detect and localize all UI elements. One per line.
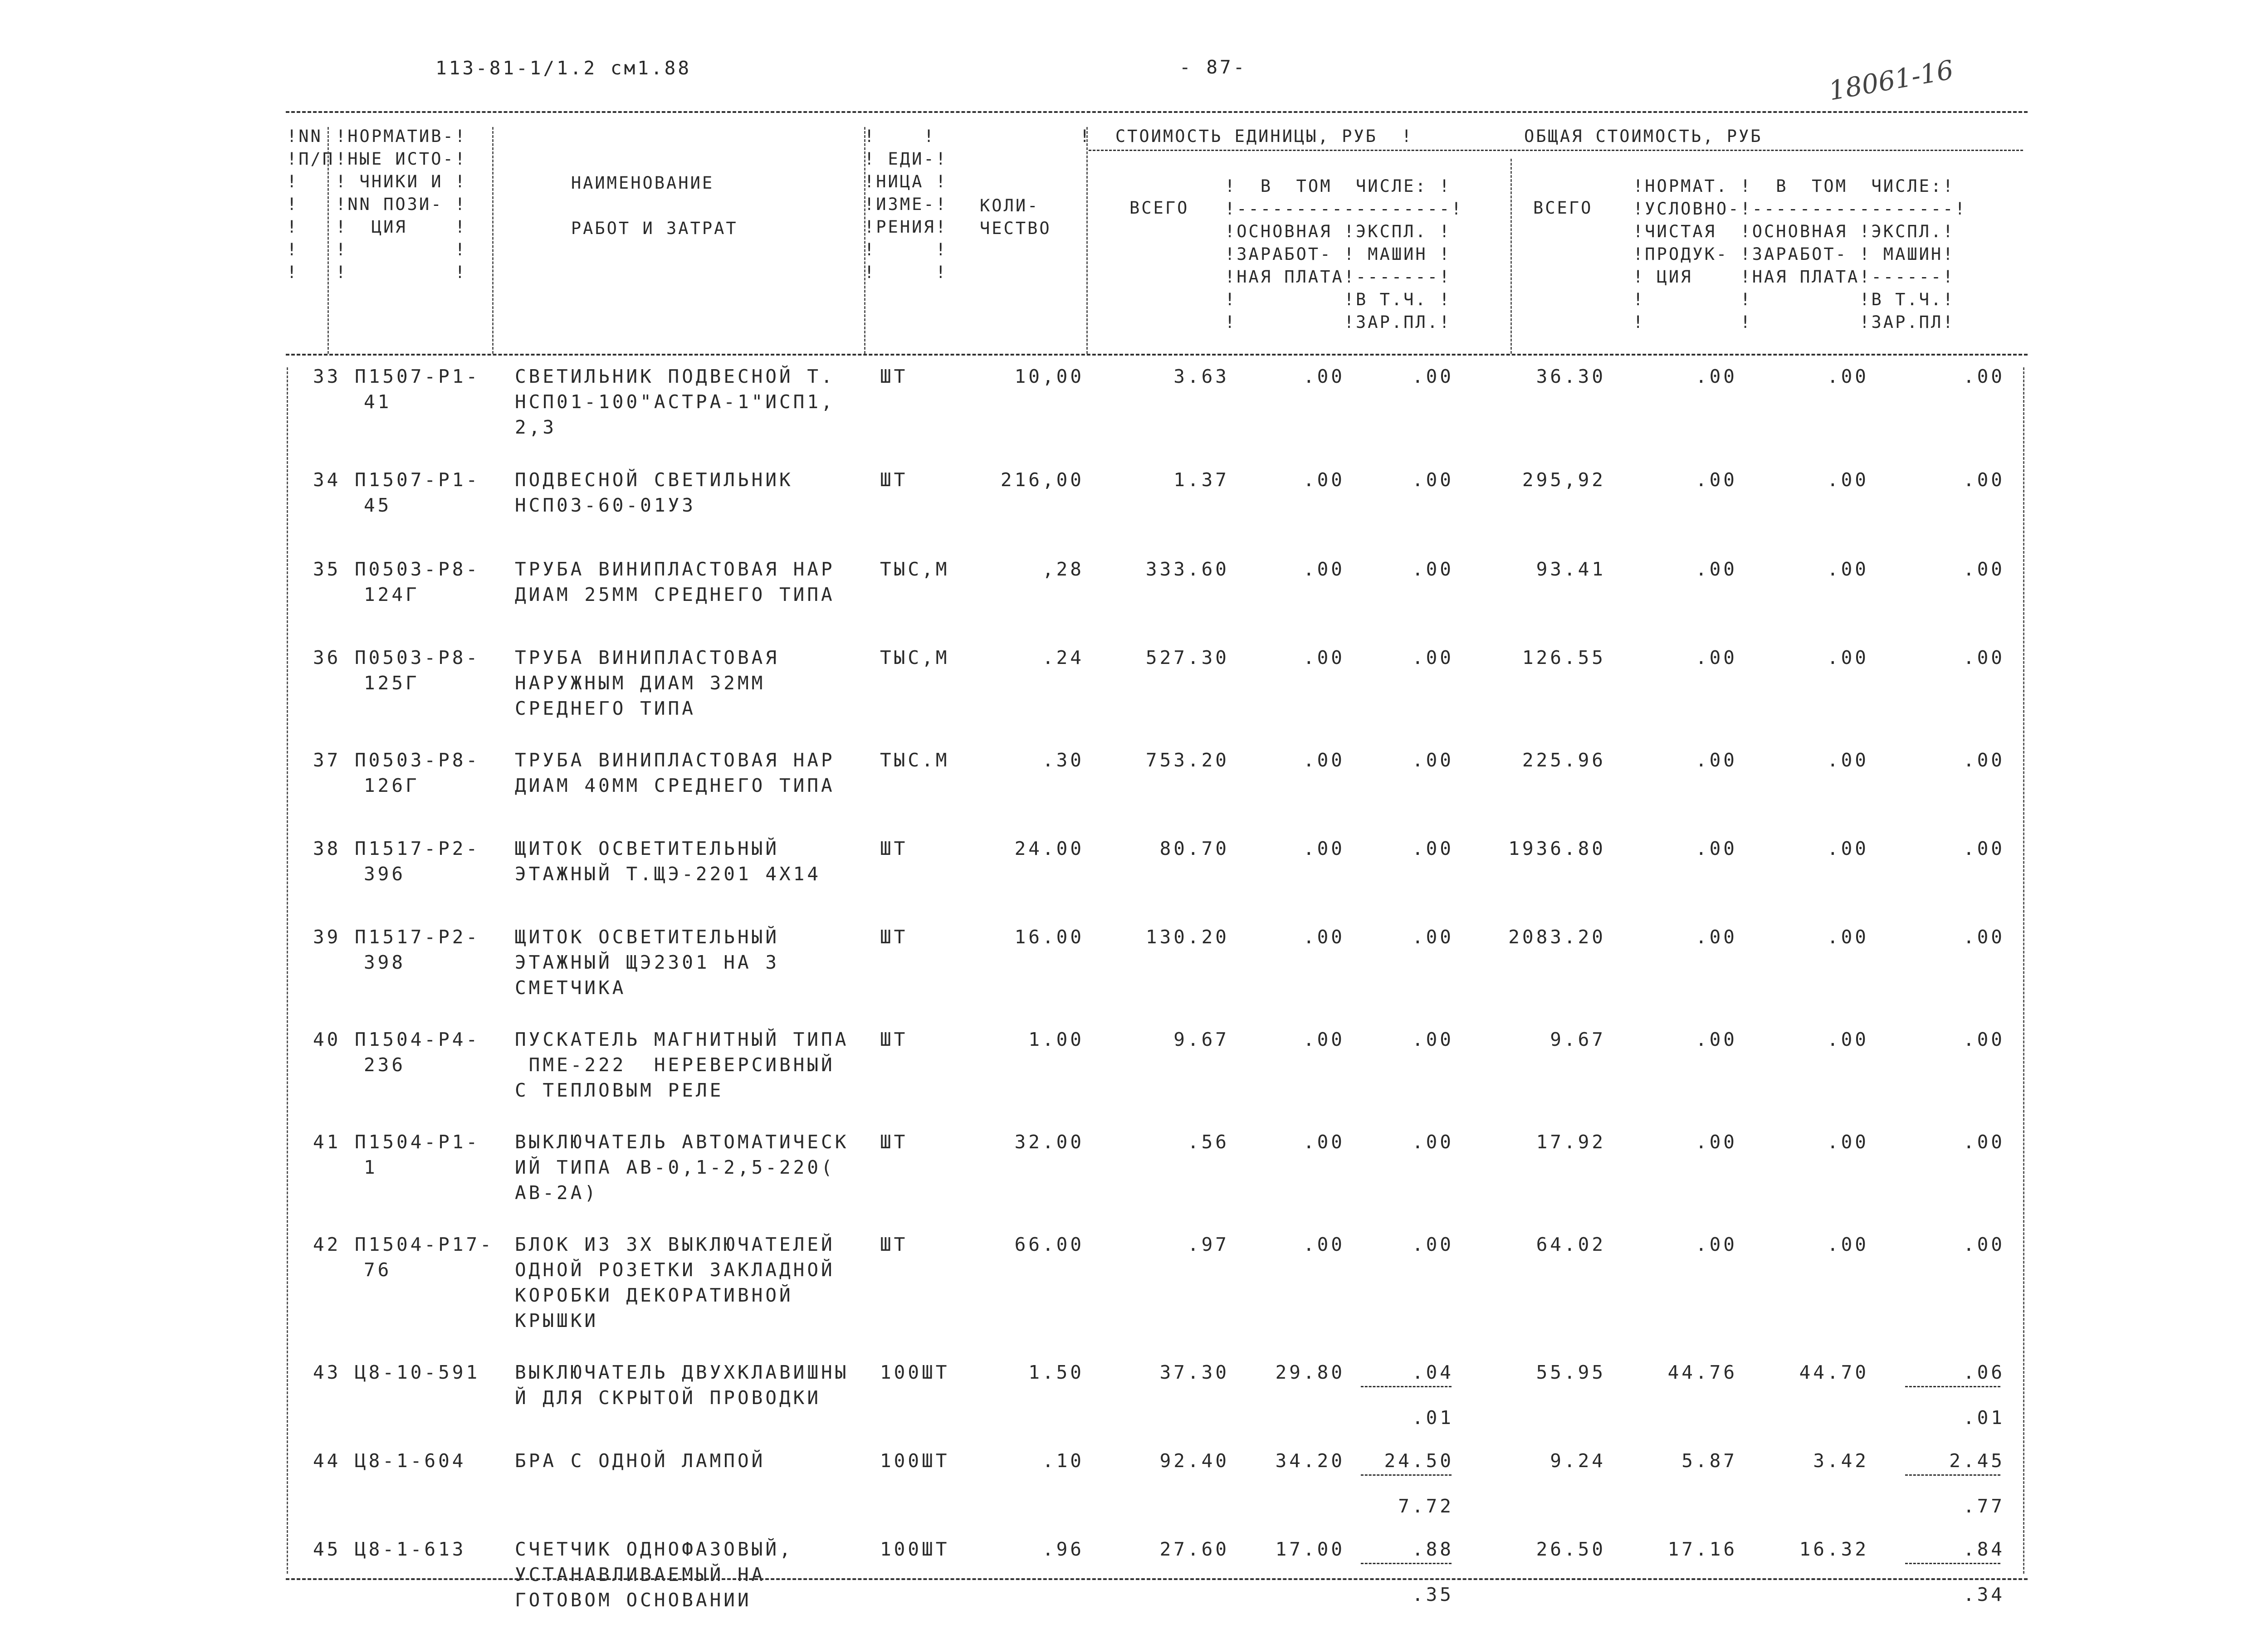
total-cost: 36.30 [1536,366,1606,387]
unit-of-measure: 100ШТ [880,1538,950,1560]
total-cost: 225.96 [1522,749,1606,771]
unit-cost-wage: 29.80 [1275,1361,1345,1383]
unit-sub-line: !ЗАРАБОТ- ! МАШИН ! [1225,244,1452,264]
unit-cost-machine: .00 [1412,838,1454,859]
norm-code: П1507-Р1- [355,366,480,387]
quantity: .10 [1042,1450,1084,1472]
norm-code: П0503-Р8- [355,749,480,771]
item-name: УСТАНАВЛИВАЕМЫЙ НА [515,1564,766,1585]
total-wage: 44.70 [1799,1361,1869,1383]
row-number: 42 [313,1234,341,1255]
row-number: 33 [313,366,341,387]
total-cost: 64.02 [1536,1234,1606,1255]
norm-code: 124Г [364,584,420,605]
item-name: ОДНОЙ РОЗЕТКИ ЗАКЛАДНОЙ [515,1259,835,1281]
machine-wage-rule [1361,1563,1452,1564]
column-separator [327,127,329,354]
total-wage: .00 [1827,838,1869,859]
unit-cost-machine: 24.50 [1384,1450,1454,1472]
column-separator [492,127,494,354]
header-nn-line: ! [287,172,299,191]
item-name: КРЫШКИ [515,1310,599,1332]
total-wage: .00 [1827,926,1869,948]
total-machine: 2.45 [1949,1450,2005,1472]
unit-of-measure: ТЫС,М [880,558,950,580]
column-separator [1086,127,1088,354]
header-name-line: РАБОТ И ЗАТРАТ [535,219,738,238]
unit-cost-machine: .00 [1412,366,1454,387]
total-cost: 1936.80 [1508,838,1606,859]
item-name: НСП03-60-01У3 [515,494,696,516]
quantity: .96 [1042,1538,1084,1560]
unit-cost-total: 92.40 [1159,1450,1229,1472]
total-sub-line: !НОРМАТ. ! В ТОМ ЧИСЛЕ:! [1633,176,1955,196]
total-machine: .00 [1963,647,2005,668]
norm-code: П1504-Р17- [355,1234,494,1255]
unit-of-measure: ШТ [880,838,908,859]
unit-incl-sep: !------------------! [1225,199,1463,219]
unit-of-measure: ШТ [880,469,908,491]
total-npc: .00 [1695,926,1737,948]
norm-code: П1517-Р2- [355,838,480,859]
item-name: ТРУБА ВИНИПЛАСТОВАЯ [515,647,779,668]
row-number: 40 [313,1029,341,1050]
header-norm-source-line: !НОРМАТИВ-! [336,127,467,146]
total-machine: .84 [1963,1538,2005,1560]
item-name: ПУСКАТЕЛЬ МАГНИТНЫЙ ТИПА [515,1029,849,1050]
norm-code: П0503-Р8- [355,558,480,580]
document-code: 113-81-1/1.2 см1.88 [435,57,691,79]
total-npc: .00 [1695,838,1737,859]
norm-code: 41 [364,391,392,413]
unit-cost-wage: 34.20 [1275,1450,1345,1472]
row-number: 45 [313,1538,341,1560]
item-name: ДИАМ 25ММ СРЕДНЕГО ТИПА [515,584,835,605]
total-cost: 9.67 [1550,1029,1606,1050]
row-number: 44 [313,1450,341,1472]
total-sub-line: !ПРОДУК- !ЗАРАБОТ- ! МАШИН! [1633,244,1955,264]
item-name: КОРОБКИ ДЕКОРАТИВНОЙ [515,1284,793,1306]
header-unit-line: !НИЦА ! [864,172,948,191]
total-wage: .00 [1827,1131,1869,1153]
item-name: ВЫКЛЮЧАТЕЛЬ ДВУХКЛАВИШНЫ [515,1361,849,1383]
quantity: 16.00 [1014,926,1084,948]
item-name: БЛОК ИЗ 3Х ВЫКЛЮЧАТЕЛЕЙ [515,1234,835,1255]
total-cost: 26.50 [1536,1538,1606,1560]
total-npc: 17.16 [1667,1538,1737,1560]
total-machine: .00 [1963,838,2005,859]
table-border [2023,367,2024,1574]
machine-wage-rule [1905,1474,2000,1476]
item-name: СМЕТЧИКА [515,977,626,999]
total-machine-wage: .34 [1963,1584,2005,1605]
unit-cost-wage: .00 [1303,926,1345,948]
item-name: ТРУБА ВИНИПЛАСТОВАЯ НАР [515,558,835,580]
unit-of-measure: ТЫС,М [880,647,950,668]
total-cost: 2083.20 [1508,926,1606,948]
total-machine: .00 [1963,366,2005,387]
unit-of-measure: ШТ [880,1029,908,1050]
total-wage: .00 [1827,558,1869,580]
quantity: 24.00 [1014,838,1084,859]
total-machine: .00 [1963,926,2005,948]
row-number: 35 [313,558,341,580]
unit-cost-wage: .00 [1303,749,1345,771]
unit-sub-line: ! !В Т.Ч. ! [1225,290,1452,309]
norm-code: 398 [364,951,406,973]
item-name: 2,3 [515,416,557,438]
header-nn-line: ! [287,263,299,282]
machine-wage-rule [1905,1386,2000,1387]
unit-machine-wage: 7.72 [1398,1495,1454,1517]
unit-cost-machine: .00 [1412,1131,1454,1153]
item-name: С ТЕПЛОВЫМ РЕЛЕ [515,1079,724,1101]
unit-cost-total: 130.20 [1145,926,1229,948]
total-cost: 295,92 [1522,469,1606,491]
header-qty-line: КОЛИ- [980,196,1040,215]
column-separator [1510,159,1512,354]
unit-of-measure: 100ШТ [880,1450,950,1472]
unit-cost-wage: .00 [1303,558,1345,580]
norm-code: Ц8-1-613 [355,1538,466,1560]
unit-cost-total: 9.67 [1173,1029,1229,1050]
header-unit-line: ! ! [864,127,936,146]
unit-cost-total: 80.70 [1159,838,1229,859]
header-unit-line: !ИЗМЕ-! [864,195,948,214]
norm-code: 126Г [364,775,420,796]
header-norm-source-line: ! ! [336,240,467,259]
total-machine: .00 [1963,1234,2005,1255]
header-norm-source-line: ! ! [336,263,467,282]
item-name: ЭТАЖНЫЙ ЩЭ2301 НА 3 [515,951,779,973]
norm-code: 396 [364,863,406,885]
header-unit-line: ! ! [864,240,948,259]
unit-cost-total: 37.30 [1159,1361,1229,1383]
quantity: 1.00 [1028,1029,1084,1050]
total-wage: .00 [1827,469,1869,491]
unit-machine-wage: .01 [1412,1407,1454,1429]
total-machine: .00 [1963,749,2005,771]
norm-code: 1 [364,1156,378,1178]
total-cost: 17.92 [1536,1131,1606,1153]
header-norm-source-line: ! ЦИЯ ! [336,217,467,237]
norm-code: П1504-Р1- [355,1131,480,1153]
total-npc: .00 [1695,749,1737,771]
page-number: - 87- [1179,56,1247,78]
total-npc: .00 [1695,1131,1737,1153]
header-nn-line: !П/П [287,149,335,169]
unit-cost-total: 333.60 [1145,558,1229,580]
total-npc: .00 [1695,1234,1737,1255]
machine-wage-rule [1361,1474,1452,1476]
unit-cost-machine: .00 [1412,558,1454,580]
unit-cost-wage: 17.00 [1275,1538,1345,1560]
unit-cost-wage: .00 [1303,647,1345,668]
total-npc: .00 [1695,558,1737,580]
unit-cost-wage: .00 [1303,469,1345,491]
unit-cost-total: .56 [1187,1131,1229,1153]
table-top-rule [286,111,2028,113]
unit-cost-wage: .00 [1303,366,1345,387]
total-npc: 44.76 [1667,1361,1737,1383]
quantity: .24 [1042,647,1084,668]
item-name: СВЕТИЛЬНИК ПОДВЕСНОЙ Т. [515,366,835,387]
total-npc: .00 [1695,647,1737,668]
unit-all-label: ВСЕГО [1129,198,1189,218]
item-name: ГОТОВОМ ОСНОВАНИИ [515,1589,752,1611]
header-unit-line: ! ! [864,263,948,282]
item-name: ВЫКЛЮЧАТЕЛЬ АВТОМАТИЧЕСК [515,1131,849,1153]
item-name: ЭТАЖНЫЙ Т.ЩЭ-2201 4Х14 [515,863,821,885]
total-machine: .00 [1963,1029,2005,1050]
norm-code: П0503-Р8- [355,647,480,668]
header-unit-line: ! ЕДИ-! [864,149,948,169]
unit-of-measure: ШТ [880,1234,908,1255]
unit-cost-total: 753.20 [1145,749,1229,771]
unit-machine-wage: .35 [1412,1584,1454,1605]
item-name: ПМЕ-222 НЕРЕВЕРСИВНЫЙ [515,1054,835,1076]
row-number: 37 [313,749,341,771]
quantity: 1.50 [1028,1361,1084,1383]
quantity: 10,00 [1014,366,1084,387]
total-npc: .00 [1695,469,1737,491]
cost-header-rule [1089,150,2023,151]
norm-code: П1517-Р2- [355,926,480,948]
quantity: ,28 [1042,558,1084,580]
item-name: ТРУБА ВИНИПЛАСТОВАЯ НАР [515,749,835,771]
total-machine-wage: .77 [1963,1495,2005,1517]
total-sub-line: ! ! !ЗАР.ПЛ! [1633,312,1955,332]
unit-sub-line: ! !ЗАР.ПЛ.! [1225,312,1452,332]
header-nn-line: ! [287,217,299,237]
row-number: 43 [313,1361,341,1383]
total-wage: .00 [1827,647,1869,668]
header-nn-line: ! [287,240,299,259]
norm-code: Ц8-10-591 [355,1361,480,1383]
header-qty-line: ЧЕСТВО [980,219,1051,238]
header-name-line: НАИМЕНОВАНИЕ [535,173,714,193]
unit-cost-machine: .00 [1412,926,1454,948]
unit-of-measure: ТЫС.М [880,749,950,771]
total-npc: .00 [1695,1029,1737,1050]
row-number: 36 [313,647,341,668]
norm-code: Ц8-1-604 [355,1450,466,1472]
total-wage: .00 [1827,1029,1869,1050]
item-name: БРА С ОДНОЙ ЛАМПОЙ [515,1450,766,1472]
quantity: 216,00 [1000,469,1084,491]
total-wage: .00 [1827,366,1869,387]
total-npc: .00 [1695,366,1737,387]
total-cost: 55.95 [1536,1361,1606,1383]
item-name: ИЙ ТИПА АВ-0,1-2,5-220( [515,1156,835,1178]
total-wage: .00 [1827,1234,1869,1255]
norm-code: 125Г [364,672,420,694]
total-wage: 16.32 [1799,1538,1869,1560]
machine-wage-rule [1905,1563,2000,1564]
quantity: .30 [1042,749,1084,771]
unit-sub-line: !ОСНОВНАЯ !ЭКСПЛ. ! [1225,222,1452,241]
header-norm-source-line: ! ЧНИКИ И ! [336,172,467,191]
header-nn-line: !NN [287,127,323,146]
item-name: НСП01-100"АСТРА-1"ИСП1, [515,391,835,413]
unit-cost-wage: .00 [1303,1029,1345,1050]
header-bottom-rule [286,354,2028,356]
unit-cost-total: 1.37 [1173,469,1229,491]
item-name: ЩИТОК ОСВЕТИТЕЛЬНЫЙ [515,926,779,948]
row-number: 34 [313,469,341,491]
header-nn-line: ! [287,195,299,214]
item-name: НАРУЖНЫМ ДИАМ 32ММ [515,672,766,694]
unit-cost-total: 27.60 [1159,1538,1229,1560]
norm-code: 236 [364,1054,406,1076]
item-name: ЩИТОК ОСВЕТИТЕЛЬНЫЙ [515,838,779,859]
unit-cost-machine: .88 [1412,1538,1454,1560]
norm-code: П1507-Р1- [355,469,480,491]
item-name: СРЕДНЕГО ТИПА [515,697,696,719]
row-number: 41 [313,1131,341,1153]
unit-cost-total: 527.30 [1145,647,1229,668]
unit-cost-machine: .00 [1412,749,1454,771]
quantity: 32.00 [1014,1131,1084,1153]
norm-code: П1504-Р4- [355,1029,480,1050]
row-number: 39 [313,926,341,948]
unit-cost-wage: .00 [1303,1234,1345,1255]
header-norm-source-line: !NN ПОЗИ- ! [336,195,467,214]
unit-cost-title: ! СТОИМОСТЬ ЕДИНИЦЫ, РУБ ! [1080,127,1413,146]
total-all-label: ВСЕГО [1533,198,1593,218]
total-machine-wage: .01 [1963,1407,2005,1429]
total-wage: .00 [1827,749,1869,771]
table-bottom-rule [286,1578,2028,1580]
item-name: Й ДЛЯ СКРЫТОЙ ПРОВОДКИ [515,1387,821,1409]
unit-cost-machine: .00 [1412,469,1454,491]
item-name: АВ-2А) [515,1182,599,1204]
norm-code: 76 [364,1259,392,1281]
machine-wage-rule [1361,1386,1452,1387]
column-separator [864,127,865,354]
handwritten-mark: 18061-16 [1826,54,1956,107]
header-norm-source-line: !НЫЕ ИСТО-! [336,149,467,169]
unit-of-measure: 100ШТ [880,1361,950,1383]
total-cost: 93.41 [1536,558,1606,580]
unit-of-measure: ШТ [880,926,908,948]
row-number: 38 [313,838,341,859]
table-border [287,367,288,1574]
unit-incl-label: ! В ТОМ ЧИСЛЕ: ! [1225,176,1452,196]
total-sub-line: ! ! !В Т.Ч.! [1633,290,1955,309]
unit-of-measure: ШТ [880,1131,908,1153]
total-sub-line: !УСЛОВНО-!-----------------! [1633,199,1967,219]
total-machine: .00 [1963,558,2005,580]
unit-cost-machine: .00 [1412,1234,1454,1255]
total-machine: .00 [1963,1131,2005,1153]
total-npc: 5.87 [1681,1450,1737,1472]
total-cost-title: ОБЩАЯ СТОИМОСТЬ, РУБ [1524,127,1763,146]
quantity: 66.00 [1014,1234,1084,1255]
unit-sub-line: !НАЯ ПЛАТА!-------! [1225,267,1452,287]
unit-of-measure: ШТ [880,366,908,387]
total-wage: 3.42 [1813,1450,1869,1472]
unit-cost-total: 3.63 [1173,366,1229,387]
unit-cost-machine: .00 [1412,1029,1454,1050]
unit-cost-machine: .04 [1412,1361,1454,1383]
total-cost: 9.24 [1550,1450,1606,1472]
total-cost: 126.55 [1522,647,1606,668]
item-name: ПОДВЕСНОЙ СВЕТИЛЬНИК [515,469,793,491]
unit-cost-wage: .00 [1303,838,1345,859]
unit-cost-total: .97 [1187,1234,1229,1255]
total-machine: .00 [1963,469,2005,491]
total-sub-line: !ЧИСТАЯ !ОСНОВНАЯ !ЭКСПЛ.! [1633,222,1955,241]
item-name: СЧЕТЧИК ОДНОФАЗОВЫЙ, [515,1538,793,1560]
total-sub-line: ! ЦИЯ !НАЯ ПЛАТА!------! [1633,267,1955,287]
unit-cost-wage: .00 [1303,1131,1345,1153]
header-unit-line: !РЕНИЯ! [864,217,948,237]
item-name: ДИАМ 40ММ СРЕДНЕГО ТИПА [515,775,835,796]
norm-code: 45 [364,494,392,516]
total-machine: .06 [1963,1361,2005,1383]
unit-cost-machine: .00 [1412,647,1454,668]
